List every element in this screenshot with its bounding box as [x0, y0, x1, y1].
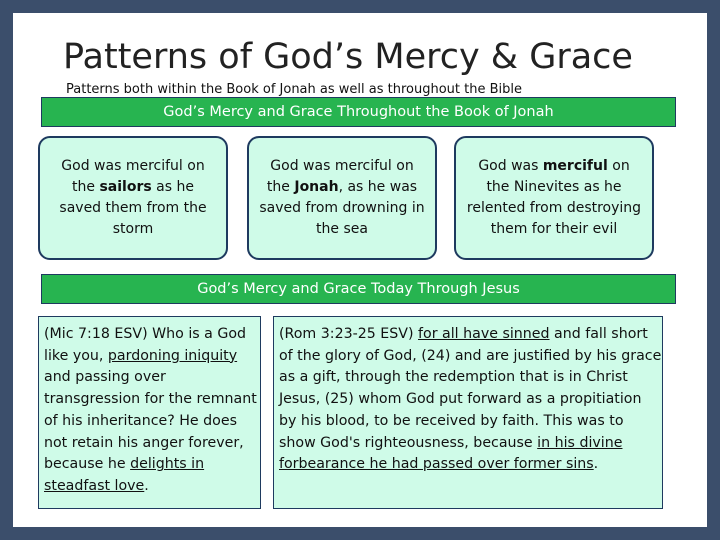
slide-title: Patterns of God’s Mercy & Grace [63, 37, 633, 77]
card-text: God was merciful on the Jonah, as he was saved from drowning in the sea [259, 158, 425, 237]
card-text: God was merciful on the sailors as he saved them from the storm [59, 158, 207, 237]
quote-romans: (Rom 3:23-25 ESV) for all have sinned and fall short of the glory of God, (24) and are justified by his grace as a gift, through the redemption that is in Christ Jesus, (25) whom God put forward as a propitiation by his blood, to be received by faith. This was to show God's righteousness, because in his divine forbearance he had passed over former sins. [273, 316, 663, 509]
banner-through-jesus: God’s Mercy and Grace Today Through Jesus [41, 274, 676, 304]
card-jonah [247, 136, 437, 260]
card-sailors [38, 136, 228, 260]
slide-subtitle: Patterns both within the Book of Jonah as well as throughout the Bible [66, 82, 522, 97]
card-text: God was merciful on the Ninevites as he relented from destroying them for their evil [466, 158, 642, 237]
card-ninevites [454, 136, 654, 260]
banner-book-of-jonah: God’s Mercy and Grace Throughout the Book of Jonah [41, 97, 676, 127]
quote-micah: (Mic 7:18 ESV) Who is a God like you, pardoning iniquity and passing over transgression for the remnant of his inheritance? He does not retain his anger forever, because he delights in steadfast love. [38, 316, 261, 509]
